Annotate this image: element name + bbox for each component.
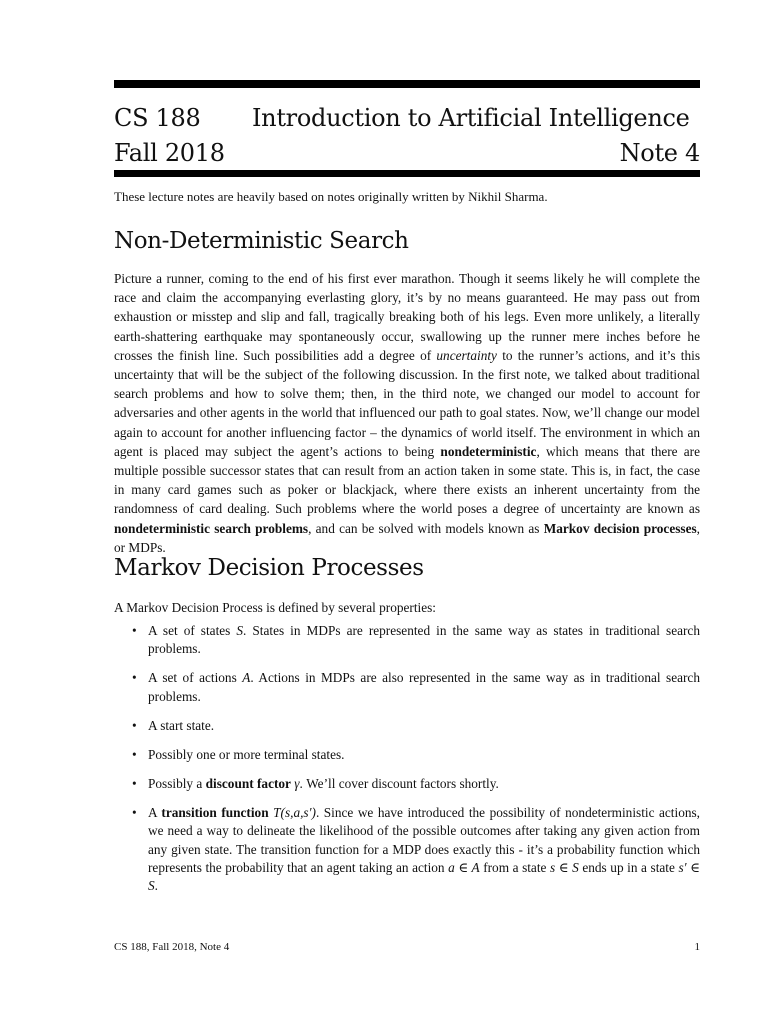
emphasis-uncertainty: uncertainty: [436, 347, 497, 363]
text-run: , or MDPs.: [114, 520, 700, 555]
header-note-number: Note 4: [619, 139, 700, 167]
bullet: •: [132, 804, 137, 820]
bullet: •: [132, 670, 137, 686]
text-run: Possibly one or more terminal states.: [148, 746, 345, 762]
math-expression: s ∈ S: [550, 860, 579, 876]
text-run: Possibly a: [148, 775, 206, 791]
text-run: . We’ll cover discount factors shortly.: [299, 775, 499, 791]
header-bottom-rule: [114, 170, 700, 177]
header-top-rule: [114, 80, 700, 88]
bullet: •: [132, 746, 137, 762]
footer-course-note: CS 188, Fall 2018, Note 4: [114, 941, 230, 953]
bullet: •: [132, 775, 137, 791]
term-transition-function: transition function: [161, 804, 269, 820]
header-title: Introduction to Artificial Intelligence: [252, 104, 690, 132]
text-run: from a state: [479, 860, 550, 876]
math-var: S: [236, 623, 244, 638]
section1-paragraph: [114, 269, 700, 557]
text-run: A: [148, 804, 162, 820]
text-run: ends up in a state: [578, 860, 679, 876]
bullet: •: [132, 623, 137, 638]
text-run: Picture a runner, coming to the end of his first ever marathon. Though it seems likely he will complete the race and claim the accompanying everlasting glory, it’s by no means guaranteed. He may pass out from exhaustion or misstep and slip and fall, tragically breaking both of his legs. Even more unlikely, a literally earth-shattering earthquake may spontaneously occur, swallowing up the runner mere inches before he crosses the finish line. Such possibilities add a degree of: [114, 271, 700, 363]
math-expression: s′ ∈ S: [148, 860, 700, 894]
list-item: [132, 622, 700, 659]
term-markov-decision-processes: Markov decision processes: [543, 520, 697, 536]
math-expression: T(s,a,s′): [268, 804, 316, 820]
text-run: A start state.: [148, 717, 215, 733]
section2-intro: A Markov Decision Process is defined by several properties:: [114, 600, 437, 615]
text-run: , which means that there are multiple possible successor states that can result from an action taken in some state. This is, in fact, the case in many card games such as poker or blackjack, where there exists an inherent uncertainty from the randomness of card dealing. Such problems where the world poses a degree of uncertainty are known as: [114, 443, 701, 517]
text-run: .: [154, 878, 158, 894]
list-item: [132, 775, 700, 793]
header-course: CS 188: [114, 104, 201, 132]
text-run: , and can be solved with models known as: [308, 520, 544, 536]
term-nondeterministic-search-problems: nondeterministic search problems: [114, 520, 309, 536]
list-item: [132, 804, 700, 896]
math-var: A: [242, 670, 251, 686]
math-var: γ: [290, 775, 300, 791]
text-run: . States in MDPs are represented in the same way as states in traditional search problems.: [148, 623, 700, 657]
list-item: [132, 717, 700, 735]
term-discount-factor: discount factor: [205, 775, 291, 791]
list-item: [132, 746, 700, 764]
credit-line: These lecture notes are heavily based on notes originally written by Nikhil Sharma.: [114, 189, 548, 204]
bullet: •: [132, 717, 137, 733]
text-run: . Since we have introduced the possibility of nondeterministic actions, we need a way to delineate the likelihood of the possible outcomes after taking any given action from any given state. The transition function for a MDP does exactly this - it’s a probability function which represents the probability that an agent taking an action: [148, 804, 700, 876]
section-title-non-deterministic-search: Non-Deterministic Search: [114, 228, 409, 254]
list-item: [132, 669, 700, 706]
term-nondeterministic: nondeterministic: [440, 443, 537, 459]
mdp-properties-list: [132, 622, 700, 906]
math-expression: a ∈ A: [448, 860, 480, 876]
text-run: A set of states: [148, 623, 237, 638]
footer-page-number: 1: [694, 941, 700, 953]
text-run: to the runner’s actions, and it’s this uncertainty that will be the subject of the following discussion. In the first note, we talked about traditional search problems and how to solve them; then, in the third note, we changed our model to account for adversaries and other agents in the world that influenced our path to goal states. Now, we’ll change our model again to account for another influencing factor – the dynamics of world itself. The environment in which an agent is placed may subject the agent’s actions to being: [114, 347, 700, 459]
header-term: Fall 2018: [114, 139, 225, 167]
text-run: . Actions in MDPs are also represented in the same way as in traditional search problems.: [148, 670, 700, 704]
section-title-markov-decision-processes: Markov Decision Processes: [114, 555, 424, 581]
text-run: A set of actions: [148, 670, 243, 686]
